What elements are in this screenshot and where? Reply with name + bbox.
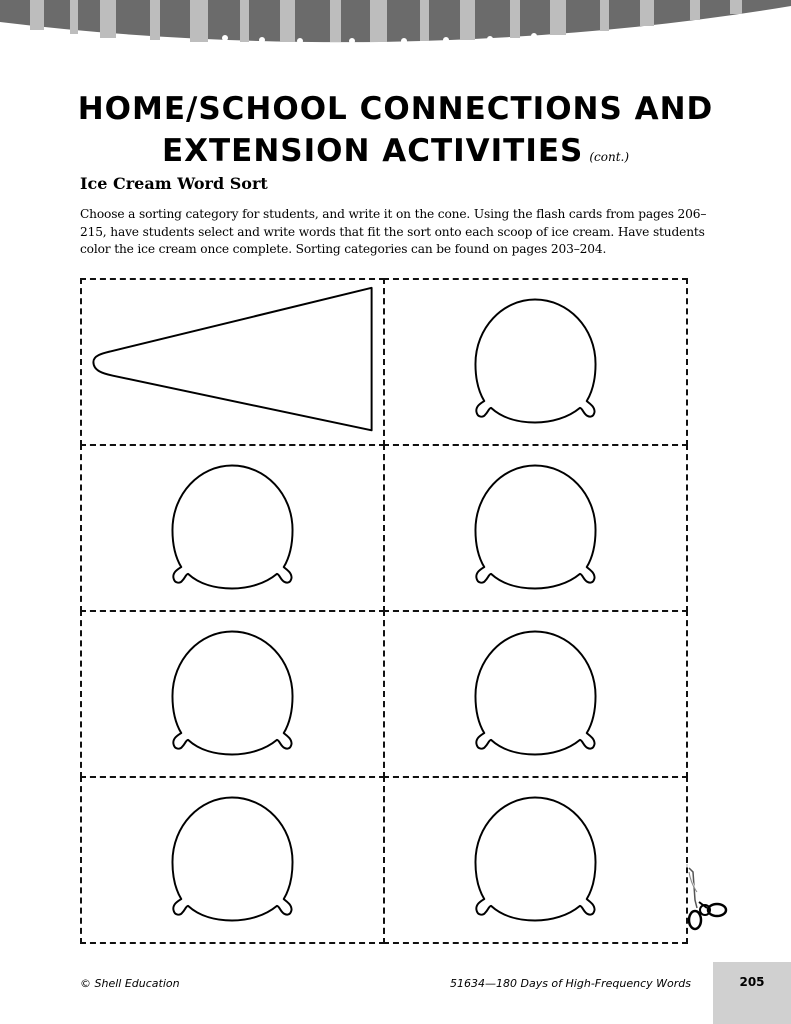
activity-heading: Ice Cream Word Sort [80,174,268,193]
scoop-cutout-card [383,610,688,778]
activity-instructions: Choose a sorting category for students, and write it on the cone. Using the flash cards from pages 206–215, have students select and write words that fit the sort onto each scoop of ice cream. Have students color the ice cream once complete. Sorting categories can be found on pages 203–204. [80,207,707,256]
page-title-line-2 [0,130,791,178]
cutout-grid [80,278,687,950]
scoop-cutout-card [80,444,385,612]
scoop-cutout-card [383,444,688,612]
page-title [0,88,791,178]
ice-cream-scoop-icon [82,446,383,610]
page-number: 205 [739,975,765,989]
scoop-cutout-card [80,610,385,778]
ice-cream-scoop-icon [385,778,686,942]
ice-cream-scoop-icon [82,778,383,942]
ice-cream-cone-icon [82,280,383,444]
ice-cream-scoop-icon [385,446,686,610]
scoop-cutout-card [80,776,385,944]
page-title-line-2-text: EXTENSION ACTIVITIES [161,133,584,169]
page-title-line-1: HOME/SCHOOL CONNECTIONS AND [77,91,714,127]
ice-cream-scoop-icon [385,612,686,776]
decorative-header-banner [0,0,791,52]
ice-cream-scoop-icon [82,612,383,776]
page-number-tab [713,962,791,1024]
title-continued-note: (cont.) [589,150,630,164]
book-title-footer: 51634—180 Days of High-Frequency Words [450,977,691,990]
scoop-cutout-card [383,776,688,944]
publisher-credit: © Shell Education [80,977,180,990]
scissors-icon [683,862,731,934]
ice-cream-scoop-icon [385,280,686,444]
scoop-cutout-card [383,278,688,446]
cone-cutout-card [80,278,385,446]
